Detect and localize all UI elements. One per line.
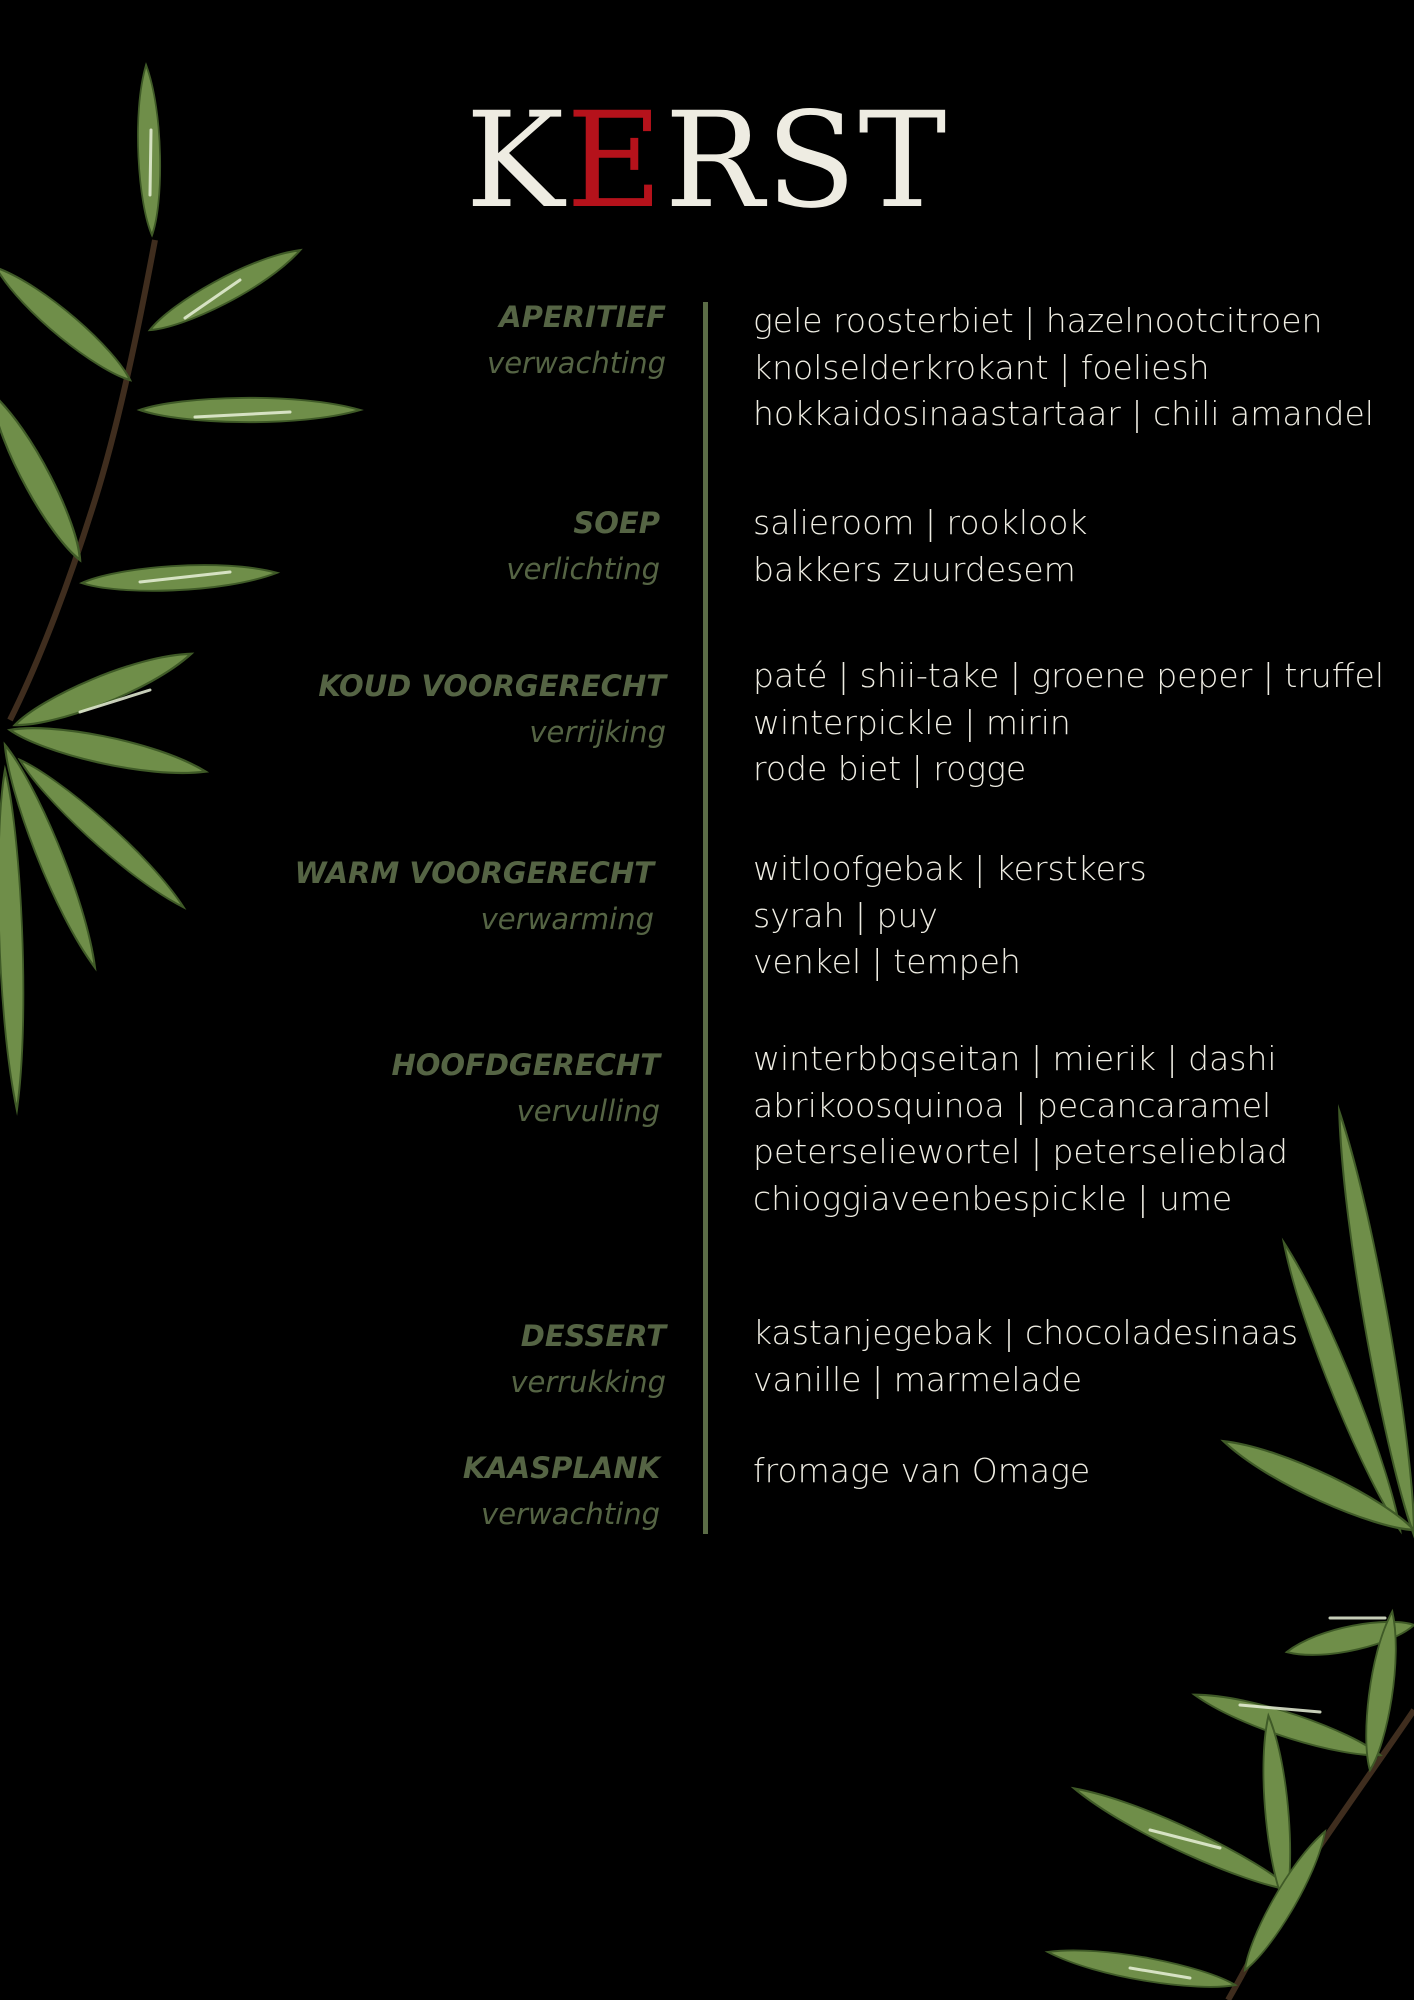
course-label-soep: [506, 500, 660, 592]
course-name: KOUD VOORGERECHT: [318, 669, 666, 703]
dish-line: rode biet | rogge: [753, 749, 1027, 788]
course-dishes-dessert: [753, 1310, 1298, 1403]
leaf-branch-bottom-right-icon: [1046, 1109, 1414, 2000]
dish-line: peterseliewortel | peterselieblad: [753, 1132, 1288, 1171]
course-name: DESSERT: [520, 1319, 666, 1353]
course-subtitle: vervulling: [516, 1094, 660, 1128]
course-label-warm-voorgerecht: [295, 850, 654, 942]
page-title: [0, 84, 1414, 238]
dish-line: hokkaidosinaastartaar | chili amandel: [753, 394, 1374, 433]
course-dishes-warm-voorgerecht: [753, 846, 1147, 986]
dish-line: kastanjegebak | chocoladesinaas: [753, 1313, 1299, 1352]
course-label-hoofdgerecht: [391, 1042, 660, 1134]
course-label-aperitief: [487, 294, 666, 386]
course-subtitle: verrukking: [510, 1365, 666, 1399]
dish-line: fromage van Omage: [753, 1451, 1091, 1490]
dish-line: witloofgebak | kerstkers: [753, 849, 1147, 888]
dish-line: knolselderkrokant | foeliesh: [753, 347, 1210, 387]
course-subtitle: verrijking: [529, 715, 666, 749]
course-subtitle: verwachting: [487, 346, 666, 380]
course-subtitle: verwarming: [480, 902, 654, 936]
course-label-kaasplank: [463, 1445, 660, 1537]
course-dishes-soep: [753, 500, 1088, 593]
dish-line: vanille | marmelade: [753, 1359, 1083, 1399]
dish-line: chioggiaveenbespickle | ume: [753, 1178, 1233, 1218]
dish-line: salieroom | rooklook: [753, 503, 1088, 542]
dish-line: winterbbqseitan | mierik | dashi: [753, 1039, 1277, 1078]
title-end: RST: [664, 84, 949, 238]
dish-line: syrah | puy: [753, 895, 938, 935]
dish-line: paté | shii-take | groene peper | truffel: [753, 656, 1384, 695]
course-dishes-hoofdgerecht: [753, 1036, 1288, 1222]
course-label-koud-voorgerecht: [318, 663, 666, 755]
course-name: APERITIEF: [499, 300, 666, 334]
dish-line: gele roosterbiet | hazelnootcitroen: [753, 301, 1323, 340]
dish-line: bakkers zuurdesem: [753, 549, 1076, 589]
title-start: K: [465, 84, 567, 238]
course-subtitle: verlichting: [506, 552, 660, 586]
title-accent-letter: E: [566, 84, 665, 238]
course-name: SOEP: [573, 506, 660, 540]
course-name: WARM VOORGERECHT: [294, 856, 654, 890]
course-subtitle: verwachting: [481, 1497, 660, 1531]
course-dishes-aperitief: [753, 298, 1374, 438]
dish-line: abrikoosquinoa | pecancaramel: [753, 1085, 1272, 1125]
course-dishes-koud-voorgerecht: [753, 653, 1384, 793]
dish-line: winterpickle | mirin: [753, 702, 1071, 742]
dish-line: venkel | tempeh: [753, 942, 1021, 981]
course-name: HOOFDGERECHT: [391, 1048, 660, 1082]
course-dishes-kaasplank: [753, 1448, 1090, 1495]
vertical-divider: [703, 302, 708, 1534]
course-label-dessert: [510, 1313, 666, 1405]
course-name: KAASPLANK: [462, 1451, 660, 1485]
